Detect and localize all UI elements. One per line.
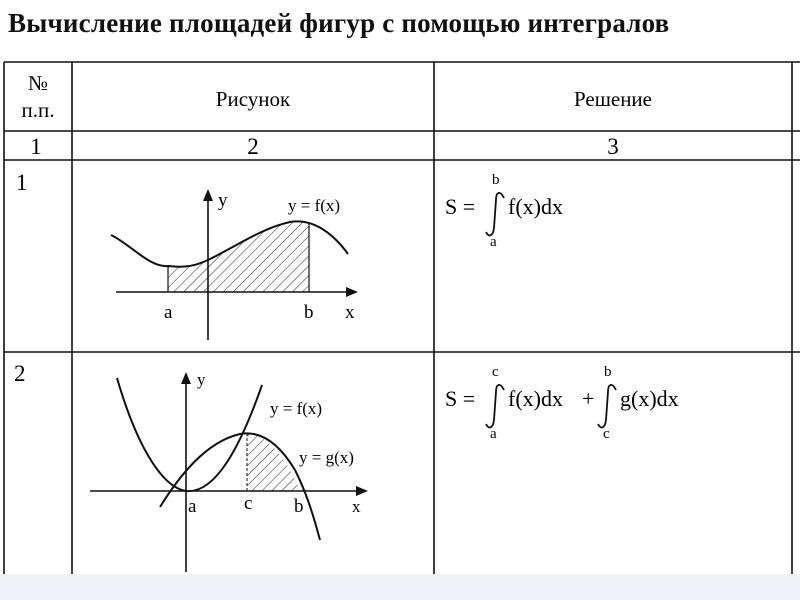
figure-1-b-label: b — [304, 302, 314, 323]
formula-2 — [445, 364, 679, 442]
figure-2 — [90, 370, 368, 572]
formula-2-upper-2: b — [604, 364, 612, 380]
col-number-3: 3 — [607, 134, 619, 159]
figure-2-curve-f-label: y = f(x) — [270, 399, 323, 418]
figure-1-y-arrow — [203, 189, 213, 201]
formula-2-integrand-2: g(x)dx — [620, 386, 679, 411]
formula-2-upper-1: c — [492, 364, 499, 380]
formula-2-integrand-1: f(x)dx — [508, 386, 563, 411]
figure-2-b-label: b — [294, 496, 304, 517]
formula-1-integral-sign — [486, 193, 504, 236]
header-num-line1: № — [27, 71, 49, 95]
formula-1-lower: a — [490, 234, 497, 250]
formula-1 — [445, 172, 563, 250]
bottom-bar — [0, 574, 800, 600]
page-title: Вычисление площадей фигур с помощью интегралов — [8, 8, 670, 38]
figure-2-c-label: c — [244, 493, 253, 514]
figure-1-a-label: a — [164, 302, 173, 323]
col-number-2: 2 — [247, 134, 259, 159]
col-number-1: 1 — [30, 134, 42, 159]
figure-2-shaded-area — [247, 433, 300, 491]
figure-1-y-label: y — [218, 190, 228, 211]
formula-1-integrand: f(x)dx — [508, 194, 563, 219]
row-number-2: 2 — [14, 361, 26, 386]
formula-2-plus: + — [582, 386, 595, 411]
figure-1-x-arrow — [346, 287, 358, 297]
figure-2-curve-g-label: y = g(x) — [299, 448, 354, 467]
figure-2-y-arrow — [181, 372, 191, 384]
table-grid — [4, 62, 800, 576]
figure-1-shaded-area — [168, 222, 309, 292]
formula-2-S: S = — [445, 386, 476, 411]
figure-1-curve-label: y = f(x) — [288, 196, 341, 215]
figure-2-x-label: x — [352, 497, 361, 516]
figure-1-x-label: x — [345, 302, 355, 323]
header-num-line2: п.п. — [21, 98, 55, 122]
figure-2-y-label: y — [197, 370, 206, 389]
figure-1 — [111, 189, 358, 340]
formula-2-integral-sign-1 — [486, 385, 504, 428]
formula-2-integral-sign-2 — [598, 385, 616, 428]
figure-2-x-arrow — [356, 486, 368, 496]
header-figure: Рисунок — [215, 87, 291, 111]
header-solution: Решение — [573, 87, 653, 111]
formula-1-S: S = — [445, 194, 476, 219]
formula-2-lower-1: a — [490, 426, 497, 442]
figure-2-a-label: a — [188, 496, 197, 517]
formula-2-lower-2: c — [603, 426, 610, 442]
formula-1-upper: b — [492, 172, 500, 188]
row-number-1: 1 — [16, 170, 28, 195]
